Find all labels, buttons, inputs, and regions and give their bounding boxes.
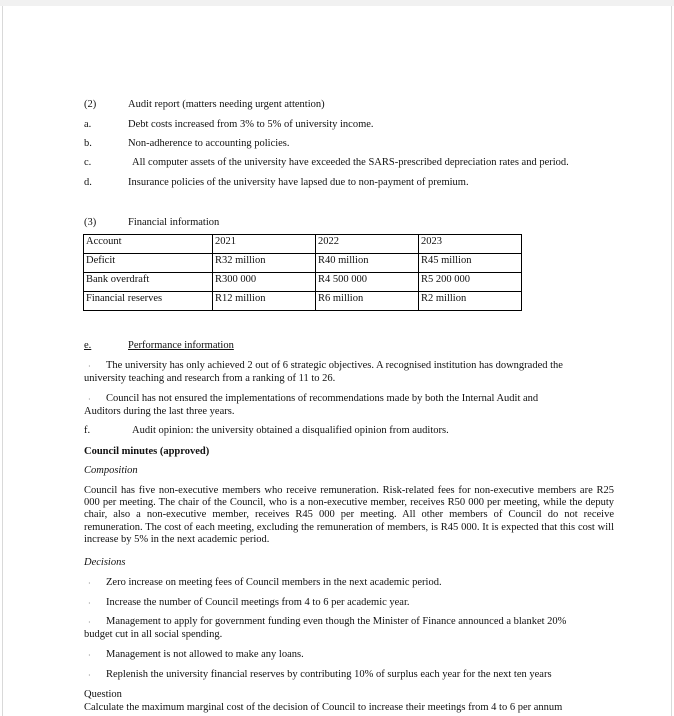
composition-heading: Composition bbox=[84, 465, 138, 476]
table-row bbox=[84, 254, 522, 273]
bullet-glyph: · bbox=[88, 395, 91, 404]
section-e-letter: e. bbox=[84, 340, 92, 351]
decision-line: Zero increase on meeting fees of Council members in the next academic period. bbox=[106, 577, 442, 588]
table-cell: R40 million bbox=[316, 254, 419, 273]
table-header-row bbox=[84, 235, 522, 254]
table-header-cell: Account bbox=[84, 235, 213, 254]
bullet-glyph: · bbox=[88, 651, 91, 660]
audit-item-text: Debt costs increased from 3% to 5% of university income. bbox=[128, 119, 374, 130]
financial-table bbox=[83, 234, 522, 311]
composition-paragraph: Council has five non-executive members who receive remuneration. Risk-related fees for non-executive members are R25 000 per meeting. The chair of the Council, who is a non-executive member, receives R50 000 per meeting, while the deputy chair, also a non-executive member, receives R45 000 per meeting. All other members of Council do not receive remuneration. The cost of each meeting, excluding the remuneration of members, is R45 000. It is expected that this cost will increase by 5% in the next academic period. bbox=[84, 485, 614, 545]
audit-item-text: Non-adherence to accounting policies. bbox=[128, 138, 290, 149]
bullet-glyph: · bbox=[88, 362, 91, 371]
section-2-number: (2) bbox=[84, 99, 97, 110]
table-header-cell: 2023 bbox=[419, 235, 522, 254]
item-letter: c. bbox=[84, 157, 92, 168]
decision-line: Increase the number of Council meetings from 4 to 6 per academic year. bbox=[106, 597, 410, 608]
table-header-cell: 2022 bbox=[316, 235, 419, 254]
item-letter: b. bbox=[84, 138, 92, 149]
decision-line: budget cut in all social spending. bbox=[84, 629, 223, 640]
section-3-number: (3) bbox=[84, 217, 97, 228]
section-2-title: Audit report (matters needing urgent attention) bbox=[128, 99, 325, 110]
bullet-glyph: · bbox=[88, 618, 91, 627]
table-cell: R12 million bbox=[213, 292, 316, 311]
audit-item-text: All computer assets of the university have exceeded the SARS-prescribed depreciation rates and period. bbox=[132, 157, 569, 168]
audit-item-text: Insurance policies of the university have lapsed due to non-payment of premium. bbox=[128, 177, 469, 188]
question-text: Calculate the maximum marginal cost of the decision of Council to increase their meetings from 4 to 6 per annum bbox=[84, 702, 563, 713]
item-letter: a. bbox=[84, 119, 92, 130]
performance-bullet-line: university teaching and research from a ranking of 11 to 26. bbox=[84, 373, 336, 384]
bullet-glyph: · bbox=[88, 579, 91, 588]
table-cell: Financial reserves bbox=[84, 292, 213, 311]
section-3-title: Financial information bbox=[128, 217, 220, 228]
bullet-glyph: · bbox=[88, 599, 91, 608]
table-cell: R32 million bbox=[213, 254, 316, 273]
performance-bullet-line: Council has not ensured the implementations of recommendations made by both the Internal Audit and bbox=[106, 393, 539, 404]
decisions-heading: Decisions bbox=[84, 557, 126, 568]
item-letter: d. bbox=[84, 177, 92, 188]
performance-bullet-line: Auditors during the last three years. bbox=[84, 406, 235, 417]
table-cell: R2 million bbox=[419, 292, 522, 311]
table-cell: Deficit bbox=[84, 254, 213, 273]
table-header-cell: 2021 bbox=[213, 235, 316, 254]
table-cell: R300 000 bbox=[213, 273, 316, 292]
table-row bbox=[84, 273, 522, 292]
table-cell: R5 200 000 bbox=[419, 273, 522, 292]
table-cell: R45 million bbox=[419, 254, 522, 273]
performance-bullet-line: The university has only achieved 2 out of 6 strategic objectives. A recognised institution has downgraded the bbox=[106, 360, 563, 371]
table-row bbox=[84, 292, 522, 311]
table-cell: R6 million bbox=[316, 292, 419, 311]
section-f-letter: f. bbox=[84, 425, 91, 436]
table-cell: R4 500 000 bbox=[316, 273, 419, 292]
section-f-text: Audit opinion: the university obtained a disqualified opinion from auditors. bbox=[132, 425, 449, 436]
question-label: Question bbox=[84, 689, 122, 700]
section-e-title: Performance information bbox=[128, 340, 234, 351]
decision-line: Replenish the university financial reserves by contributing 10% of surplus each year for the next ten years bbox=[106, 669, 552, 680]
council-minutes-heading: Council minutes (approved) bbox=[84, 446, 210, 457]
decision-line: Management is not allowed to make any loans. bbox=[106, 649, 304, 660]
decision-line: Management to apply for government funding even though the Minister of Finance announced a blanket 20% bbox=[106, 616, 567, 627]
bullet-glyph: · bbox=[88, 671, 91, 680]
table-cell: Bank overdraft bbox=[84, 273, 213, 292]
